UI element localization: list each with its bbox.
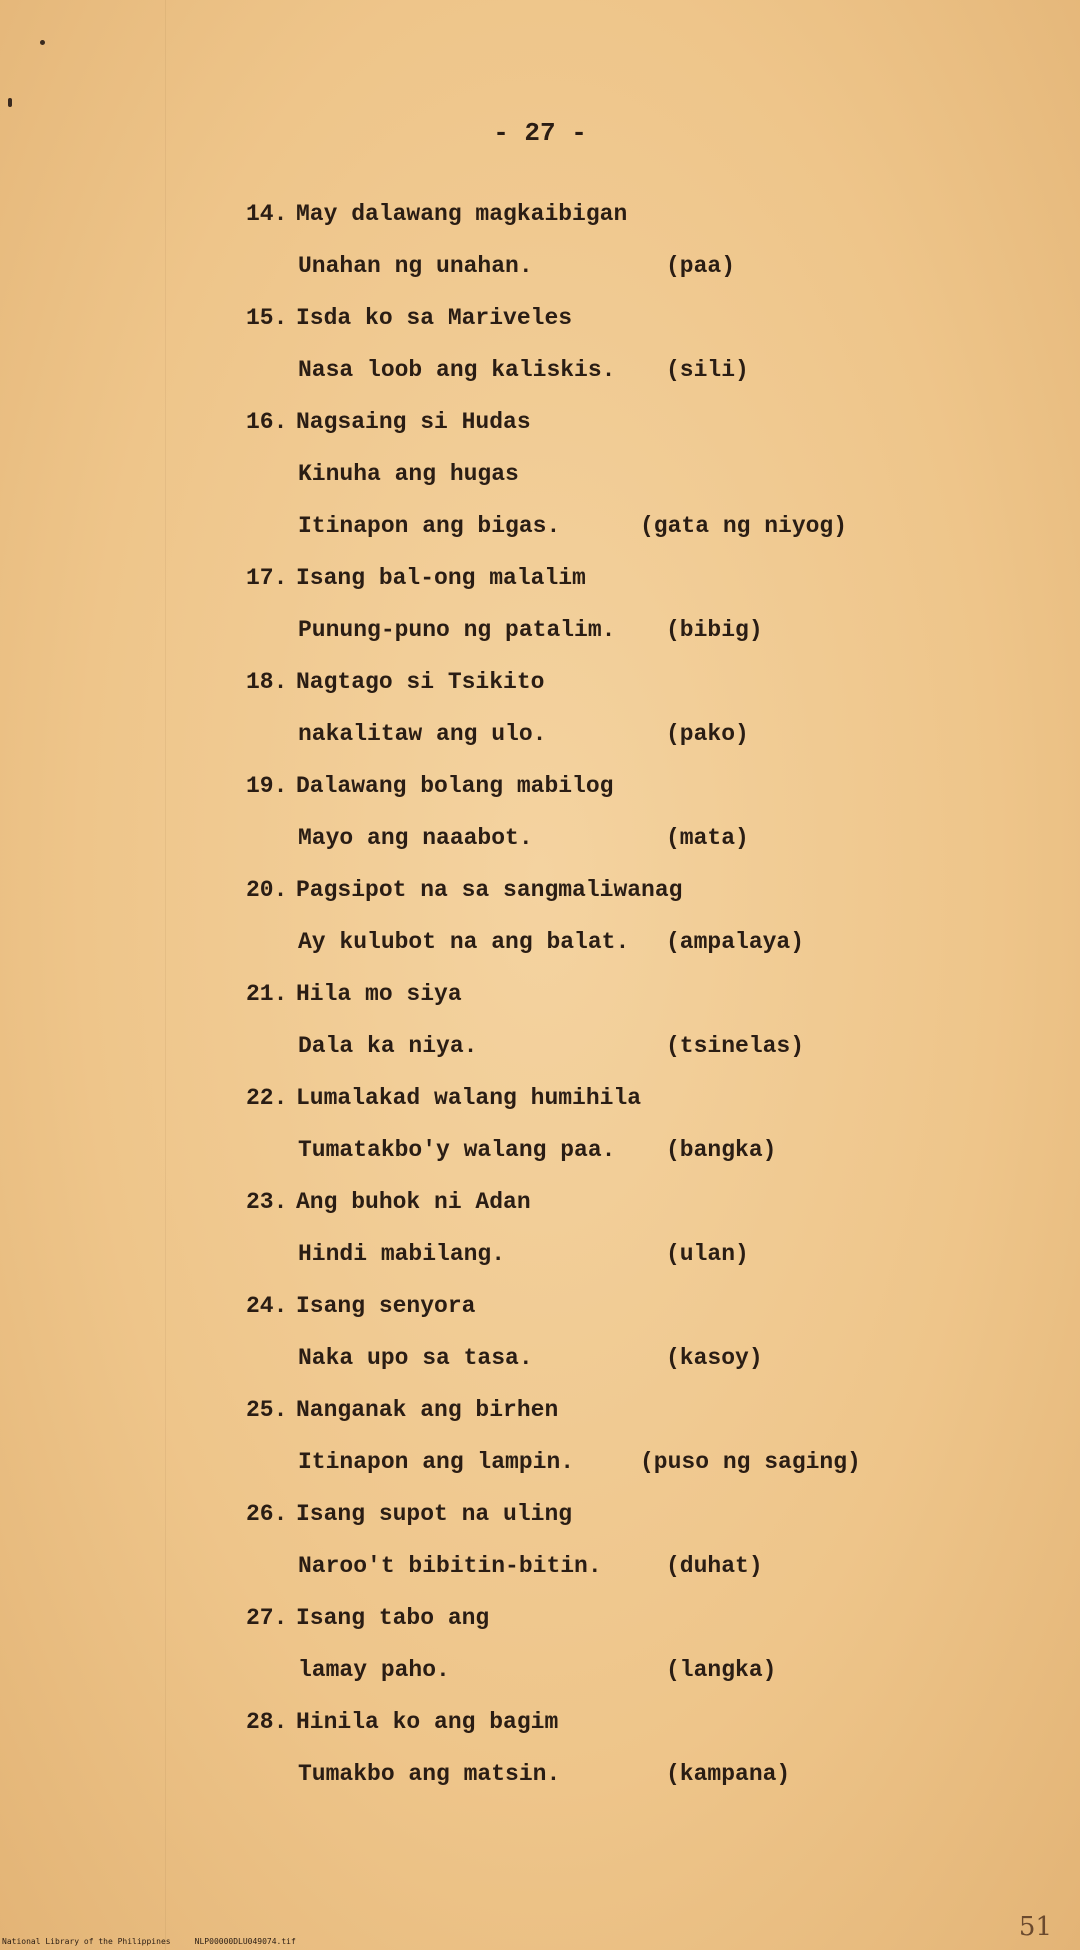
riddle-line	[0, 610, 1080, 650]
riddle-text: nakalitaw ang ulo.	[298, 721, 547, 747]
riddle-text: Hindi mabilang.	[298, 1241, 506, 1267]
riddle-number: 16.	[246, 409, 288, 435]
riddle-line	[0, 1182, 1080, 1222]
riddle-text: Isda ko sa Mariveles	[296, 305, 573, 331]
riddle-number: 14.	[246, 201, 288, 227]
riddle-text: Nagtago si Tsikito	[296, 669, 545, 695]
riddle-number: 28.	[246, 1709, 288, 1735]
riddle-line	[0, 662, 1080, 702]
riddle-line	[0, 1442, 1080, 1482]
riddle-answer: (puso ng saging)	[640, 1449, 861, 1475]
riddle-text: Pagsipot na sa sangmaliwanag	[296, 877, 683, 903]
riddle-text: Naroo't bibitin-bitin.	[298, 1553, 602, 1579]
riddle-line	[0, 454, 1080, 494]
riddle-text: Ay kulubot na ang balat.	[298, 929, 630, 955]
riddle-line	[0, 298, 1080, 338]
riddle-line	[0, 1494, 1080, 1534]
riddle-text: Nanganak ang birhen	[296, 1397, 559, 1423]
riddle-text: Tumatakbo'y walang paa.	[298, 1137, 616, 1163]
riddle-number: 15.	[246, 305, 288, 331]
riddle-number: 18.	[246, 669, 288, 695]
riddle-answer: (bibig)	[666, 617, 763, 643]
riddle-text: Lumalakad walang humihila	[296, 1085, 642, 1111]
riddle-line	[0, 1234, 1080, 1274]
riddle-line	[0, 558, 1080, 598]
riddle-text: Dala ka niya.	[298, 1033, 478, 1059]
riddle-line	[0, 974, 1080, 1014]
footer-library: National Library of the Philippines	[2, 1937, 171, 1946]
riddle-line	[0, 1286, 1080, 1326]
riddle-text: Isang bal-ong malalim	[296, 565, 586, 591]
riddle-answer: (sili)	[666, 357, 749, 383]
riddle-answer: (ampalaya)	[666, 929, 805, 955]
riddle-line	[0, 1338, 1080, 1378]
riddle-answer: (langka)	[666, 1657, 777, 1683]
footer-file: NLP00000DLU049074.tif	[194, 1937, 296, 1946]
riddle-line	[0, 818, 1080, 858]
riddle-number: 20.	[246, 877, 288, 903]
riddle-line	[0, 714, 1080, 754]
riddle-number: 19.	[246, 773, 288, 799]
riddle-text: Hila mo siya	[296, 981, 462, 1007]
riddle-line	[0, 350, 1080, 390]
riddle-answer: (gata ng niyog)	[640, 513, 848, 539]
riddle-text: Mayo ang naaabot.	[298, 825, 533, 851]
riddle-line	[0, 194, 1080, 234]
riddle-line	[0, 402, 1080, 442]
riddle-text: Itinapon ang bigas.	[298, 513, 561, 539]
riddle-text: Isang supot na uling	[296, 1501, 573, 1527]
riddle-answer: (ulan)	[666, 1241, 749, 1267]
riddle-answer: (pako)	[666, 721, 749, 747]
riddle-line	[0, 1754, 1080, 1794]
riddle-text: Dalawang bolang mabilog	[296, 773, 614, 799]
riddle-number: 23.	[246, 1189, 288, 1215]
riddle-line	[0, 246, 1080, 286]
riddle-number: 24.	[246, 1293, 288, 1319]
corner-handwritten-mark: 51	[1018, 1912, 1052, 1942]
riddle-answer: (kampana)	[666, 1761, 791, 1787]
riddle-number: 21.	[246, 981, 288, 1007]
riddle-text: Punung-puno ng patalim.	[298, 617, 616, 643]
riddle-number: 26.	[246, 1501, 288, 1527]
riddle-line	[0, 766, 1080, 806]
riddle-answer: (duhat)	[666, 1553, 763, 1579]
riddle-line	[0, 1546, 1080, 1586]
speck-mark	[40, 40, 45, 45]
riddle-text: May dalawang magkaibigan	[296, 201, 628, 227]
riddle-line	[0, 1130, 1080, 1170]
riddle-text: Itinapon ang lampin.	[298, 1449, 575, 1475]
riddle-text: Naka upo sa tasa.	[298, 1345, 533, 1371]
riddle-number: 25.	[246, 1397, 288, 1423]
riddle-text: Unahan ng unahan.	[298, 253, 533, 279]
riddle-answer: (kasoy)	[666, 1345, 763, 1371]
speck-mark	[8, 98, 12, 107]
riddle-number: 22.	[246, 1085, 288, 1111]
riddle-line	[0, 1390, 1080, 1430]
riddle-text: lamay paho.	[298, 1657, 450, 1683]
riddle-text: Isang tabo ang	[296, 1605, 490, 1631]
riddle-line	[0, 1702, 1080, 1742]
riddle-text: Kinuha ang hugas	[298, 461, 519, 487]
riddle-text: Tumakbo ang matsin.	[298, 1761, 561, 1787]
riddle-number: 17.	[246, 565, 288, 591]
riddle-line	[0, 870, 1080, 910]
riddle-line	[0, 1598, 1080, 1638]
riddle-line	[0, 1026, 1080, 1066]
riddle-text: Nasa loob ang kaliskis.	[298, 357, 616, 383]
riddle-text: Nagsaing si Hudas	[296, 409, 531, 435]
riddle-answer: (bangka)	[666, 1137, 777, 1163]
riddle-line	[0, 506, 1080, 546]
riddle-line	[0, 1078, 1080, 1118]
riddle-text: Isang senyora	[296, 1293, 476, 1319]
riddle-text: Hinila ko ang bagim	[296, 1709, 559, 1735]
riddle-number: 27.	[246, 1605, 288, 1631]
page-number: - 27 -	[493, 118, 587, 148]
riddle-answer: (paa)	[666, 253, 736, 279]
riddle-answer: (tsinelas)	[666, 1033, 805, 1059]
footer-caption	[2, 1937, 296, 1946]
riddle-text: Ang buhok ni Adan	[296, 1189, 531, 1215]
riddle-answer: (mata)	[666, 825, 749, 851]
riddle-line	[0, 1650, 1080, 1690]
riddle-line	[0, 922, 1080, 962]
